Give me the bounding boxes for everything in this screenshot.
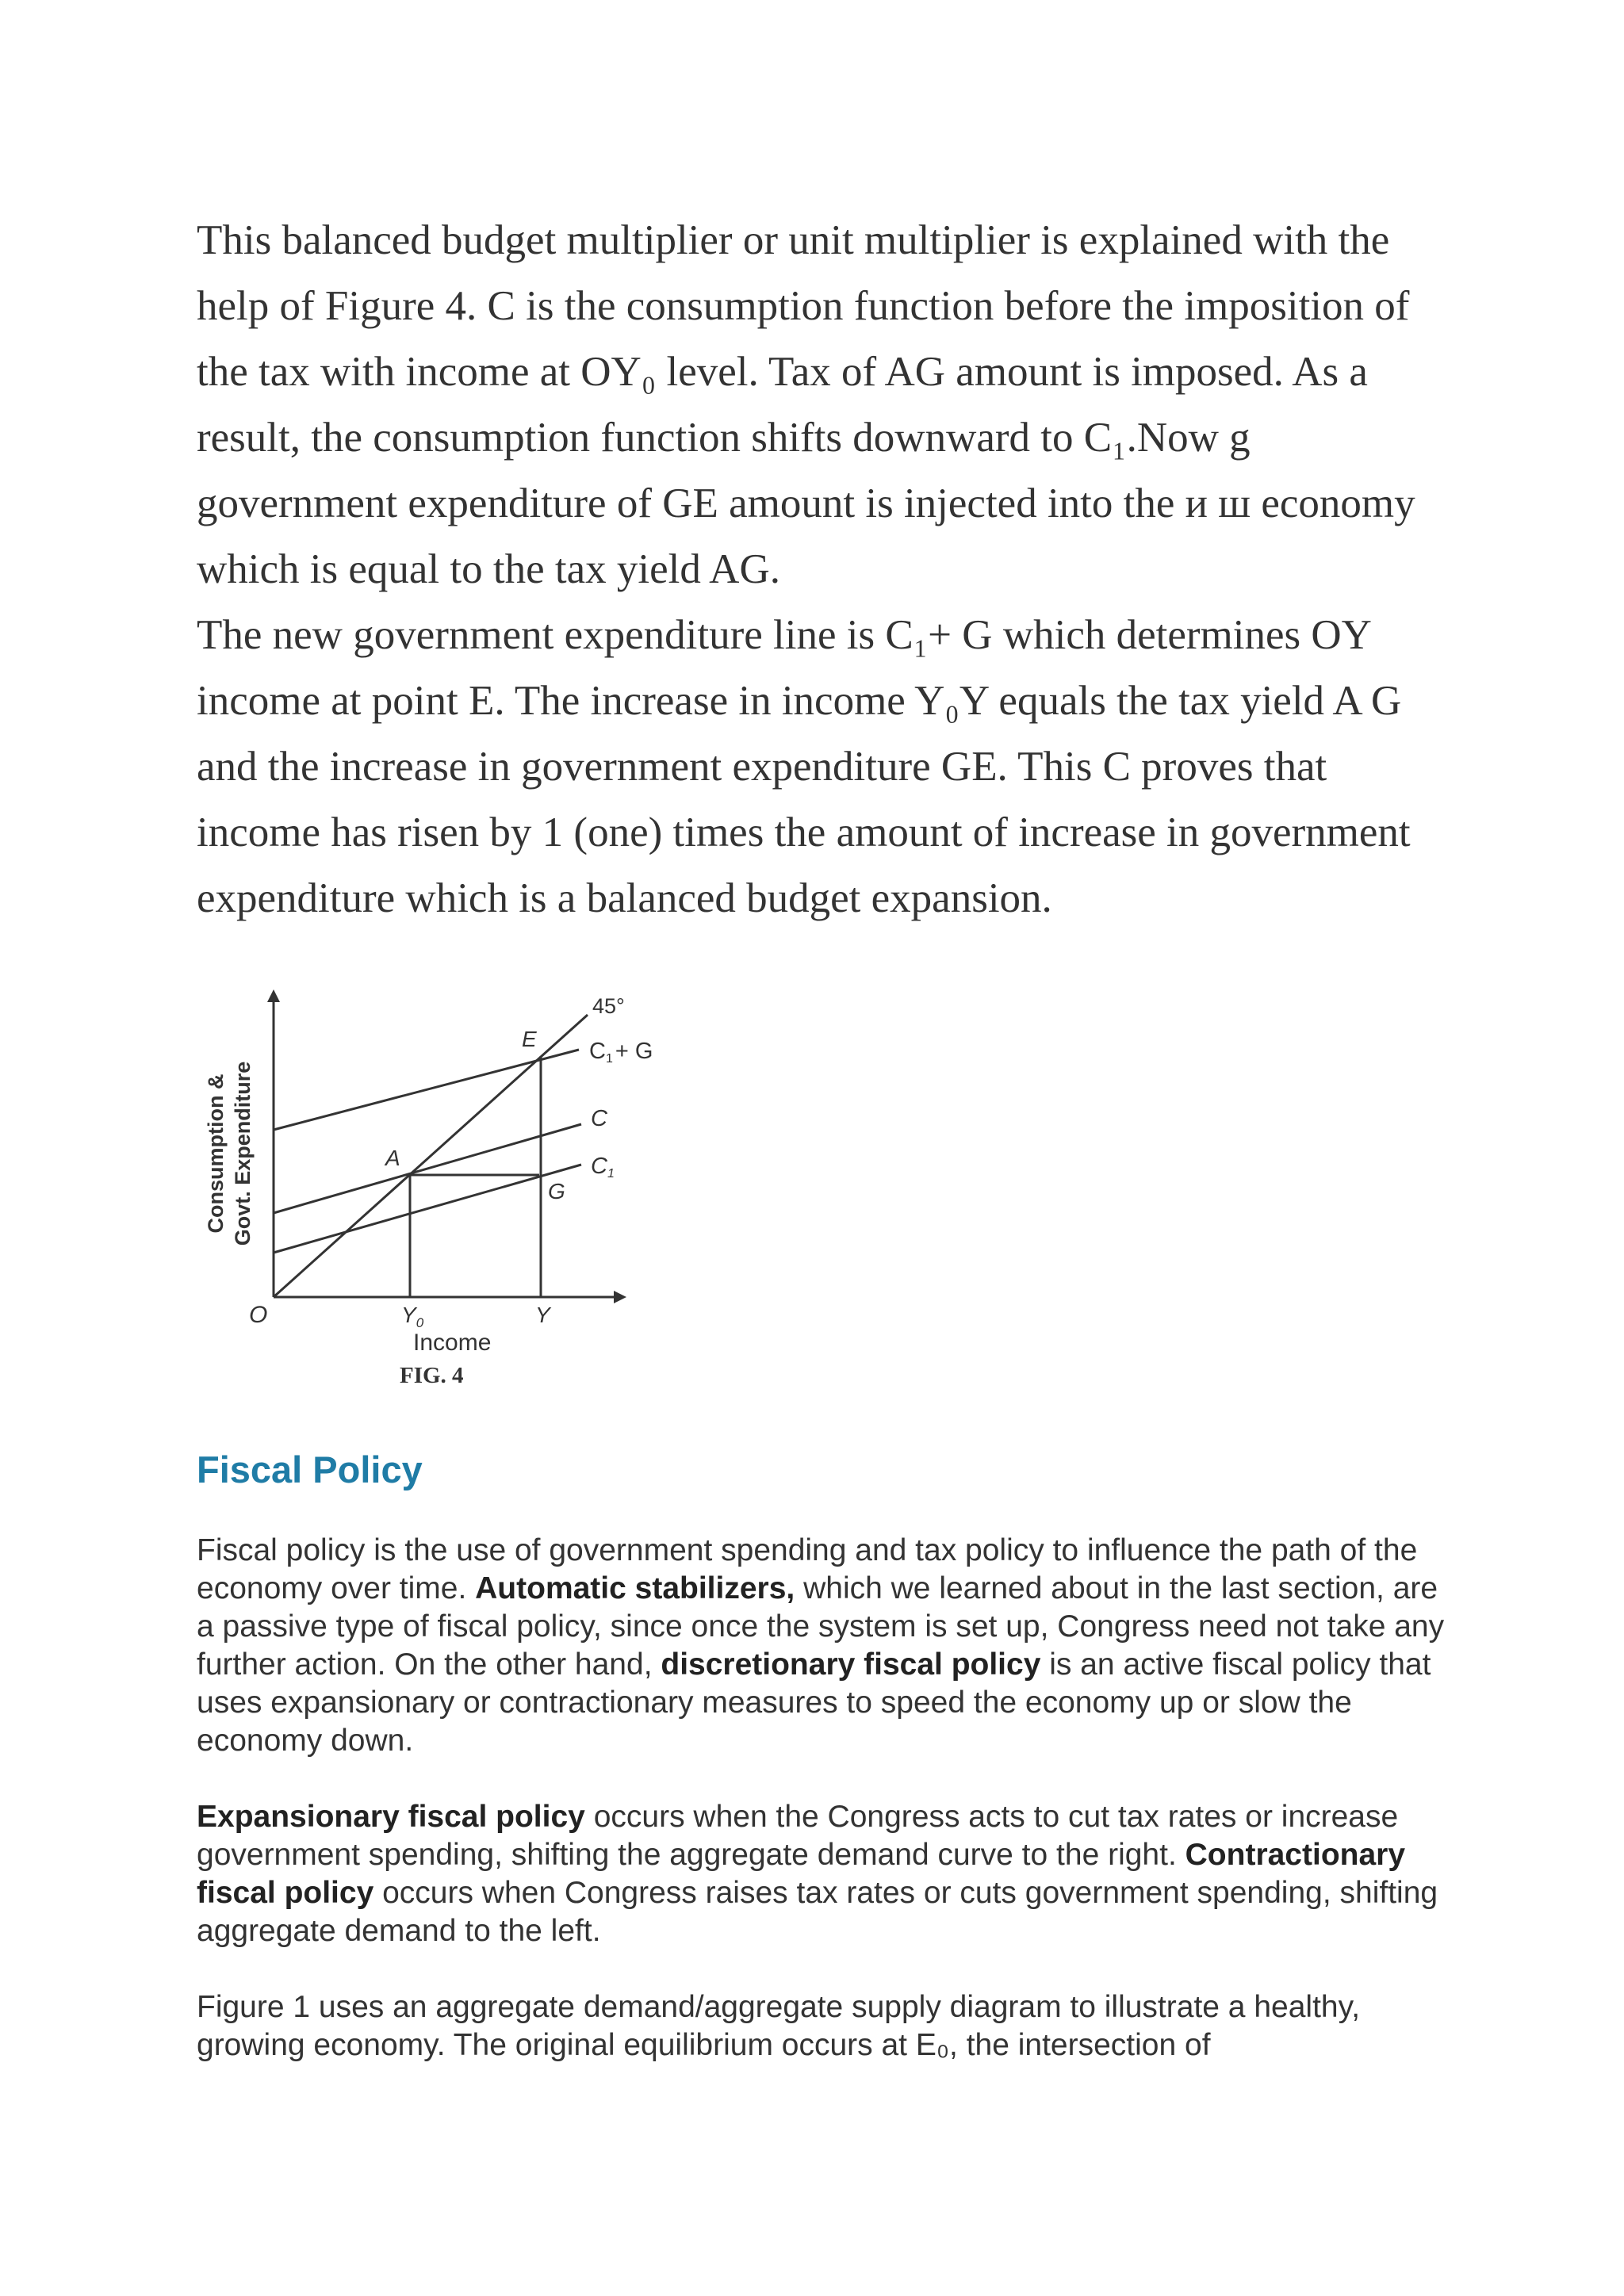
fiscal-p1-text-a: Fiscal policy is the use of government spending and tax policy to influence the path of the economy over time. [197,1533,1418,1605]
point-a-label: A [385,1146,400,1170]
y-axis-label-line2: Govt. Expenditure [231,1061,255,1246]
origin-label: O [249,1302,268,1328]
term-discretionary-fiscal-policy: discretionary fiscal policy [661,1647,1041,1682]
y-label: Y [535,1303,550,1327]
fiscal-p1-text-c: which we learned about in the last section, are a passive type of fiscal policy, since once the system is set up, Congress need not take any further action. On the other hand, [197,1571,1445,1682]
intro-text [197,208,1450,932]
fiscal-policy-body [197,1532,1450,2103]
line-c1g-label [589,1039,653,1066]
line-c1-label [591,1154,615,1181]
line-c1-label-sub: 1 [607,1167,615,1181]
x-axis-label: Income [413,1330,492,1356]
y0-label-sub: 0 [416,1315,424,1330]
y-axis-label-line1: Consumption & [204,1073,228,1234]
line-c [274,1124,581,1213]
fiscal-policy-heading: Fiscal Policy [197,1448,423,1490]
fiscal-paragraph-1 [197,1532,1450,1760]
fiscal-p2-text-d: occurs when Congress raises tax rates or cuts government spending, shifting aggregate demand to the left. [197,1876,1438,1948]
term-contractionary-fiscal-policy: Contractionary fiscal policy [197,1838,1406,1910]
y0-label-main: Y [401,1303,416,1327]
y-axis-arrow [267,989,280,1002]
figure-4 [197,983,688,1395]
line-c1g-label-main: C [589,1039,606,1064]
line-c1 [274,1165,581,1253]
line-c1-label-main: C [591,1154,607,1179]
line-c1g-label-tail: + G [615,1039,653,1064]
fiscal-paragraph-2 [197,1798,1450,1950]
y0-label [401,1303,424,1330]
fiscal-p2-text-b: occurs when the Congress acts to cut tax rates or increase government spending, shifting the aggregate demand curve to the right. [197,1800,1399,1872]
term-automatic-stabilizers: Automatic stabilizers, [475,1571,795,1605]
figure-caption: FIG. 4 [400,1363,464,1388]
intro-paragraph-1: This balanced budget multiplier or unit multiplier is explained with the help of Figure 4. C is the consumption function before the imposition of the tax with income at OY₀ level. Tax of AG amount is imposed. As a result, the consumption function shifts downward to C₁.Now g government expenditure of GE amount is injected into the и ш economy which is equal to the tax yield AG. [197,217,1415,592]
term-expansionary-fiscal-policy: Expansionary fiscal policy [197,1800,585,1834]
point-g-label: G [548,1179,565,1203]
line-c-label: C [591,1106,607,1131]
line-c1-plus-g [274,1050,579,1130]
x-axis-arrow [614,1291,626,1303]
intro-paragraph-2: The new government expenditure line is C₁+ G which determines OY income at point E. The increase in income Y₀Y equals the tax yield A G and the increase in government expenditure GE. This C proves that income has risen by 1 (one) times the amount of increase in government expenditure which is a balanced budget expansion. [197,612,1411,921]
fiscal-p1-text-e: is an active fiscal policy that uses expansionary or contractionary measures to speed the economy up or slow the economy down. [197,1647,1431,1758]
fiscal-paragraph-3: Figure 1 uses an aggregate demand/aggregate supply diagram to illustrate a healthy, growing economy. The original equilibrium occurs at E₀, the intersection of [197,1990,1361,2062]
line-c1g-label-sub: 1 [605,1052,613,1066]
point-e-label: E [522,1027,537,1051]
line-45-label: 45° [592,994,625,1018]
